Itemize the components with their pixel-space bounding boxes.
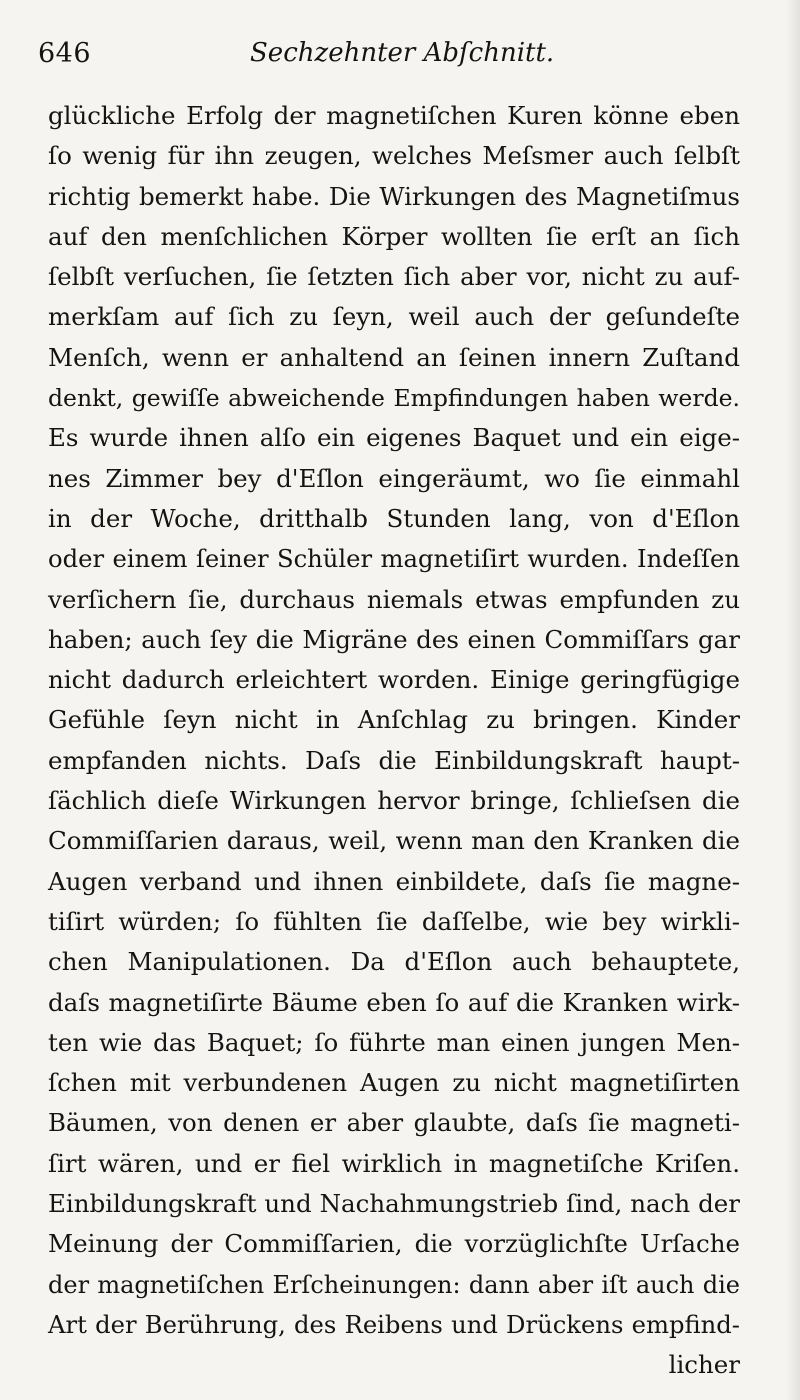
text-line: der magnetiſchen Erſcheinungen: dann aber iſt auch die (48, 1270, 740, 1299)
text-line: ten wie das Baquet; ſo führte man einen jungen Men- (48, 1027, 740, 1057)
text-line: Bäumen, von denen er aber glaubte, daſs ſie magneti- (48, 1108, 740, 1138)
text-line: Commiſſarien daraus, weil, wenn man den Kranken die (48, 826, 740, 856)
text-line: in der Woche, dritthalb Stunden lang, von d'Eſlon (48, 503, 740, 533)
text-line: Meinung der Commiſſarien, die vorzüglichſte Urſache (48, 1229, 740, 1259)
page-edge-shadow (786, 0, 800, 1400)
text-line: chen Manipulationen. Da d'Eſlon auch behauptete, (48, 947, 740, 977)
text-line: Es wurde ihnen alſo ein eigenes Baquet und ein eige- (48, 423, 740, 453)
text-line: tiſirt würden; ſo fühlten ſie daſſelbe, wie bey wirkli- (48, 906, 740, 936)
text-line: auf den menſchlichen Körper wollten ſie erſt an ſich (48, 221, 740, 251)
body-text (48, 96, 740, 1386)
text-line: Gefühle ſeyn nicht in Anſchlag zu bringen. Kinder (48, 705, 740, 735)
text-line: richtig bemerkt habe. Die Wirkungen des Magnetiſmus (48, 181, 740, 211)
catchword: licher (668, 1350, 740, 1380)
text-line: Art der Berührung, des Reibens und Drückens empfind- (48, 1309, 740, 1339)
page-header (38, 38, 740, 78)
running-title: Sechzehnter Abſchnitt. (250, 38, 555, 68)
text-line: haben; auch ſey die Migräne des einen Commiſſars gar (48, 624, 740, 654)
text-line: Augen verband und ihnen einbildete, daſs ſie magne- (48, 866, 740, 896)
text-line: denkt, gewiſſe abweichende Empfindungen haben werde. (48, 384, 740, 413)
text-line: ſirt wären, und er fiel wirklich in magnetiſche Kriſen. (48, 1148, 740, 1178)
text-line: nes Zimmer bey d'Eſlon eingeräumt, wo ſie einmahl (48, 463, 740, 493)
text-line: verſichern ſie, durchaus niemals etwas empfunden zu (48, 584, 740, 614)
text-line: merkſam auf ſich zu ſeyn, weil auch der geſundeſte (48, 302, 740, 332)
text-line: ſelbſt verſuchen, ſie ſetzten ſich aber vor, nicht zu auf- (48, 262, 740, 292)
text-line: Menſch, wenn er anhaltend an ſeinen innern Zuſtand (48, 342, 740, 372)
text-line: ſächlich dieſe Wirkungen hervor bringe, ſchlieſsen die (48, 786, 740, 816)
text-line: Einbildungskraft und Nachahmungstrieb ſind, nach der (48, 1189, 740, 1219)
text-line: glückliche Erfolg der magnetiſchen Kuren könne eben (48, 101, 740, 130)
text-line: daſs magnetiſirte Bäume eben ſo auf die Kranken wirk- (48, 987, 740, 1017)
text-line: ſchen mit verbundenen Augen zu nicht magnetiſirten (48, 1068, 740, 1098)
text-line: ſo wenig für ihn zeugen, welches Meſsmer auch ſelbſt (48, 141, 740, 171)
page-number: 646 (38, 38, 92, 69)
text-line: oder einem ſeiner Schüler magnetiſirt wurden. Indeſſen (48, 544, 740, 574)
text-line: nicht dadurch erleichtert worden. Einige geringfügige (48, 665, 740, 695)
text-line: empfanden nichts. Daſs die Einbildungskraft haupt- (48, 745, 740, 775)
